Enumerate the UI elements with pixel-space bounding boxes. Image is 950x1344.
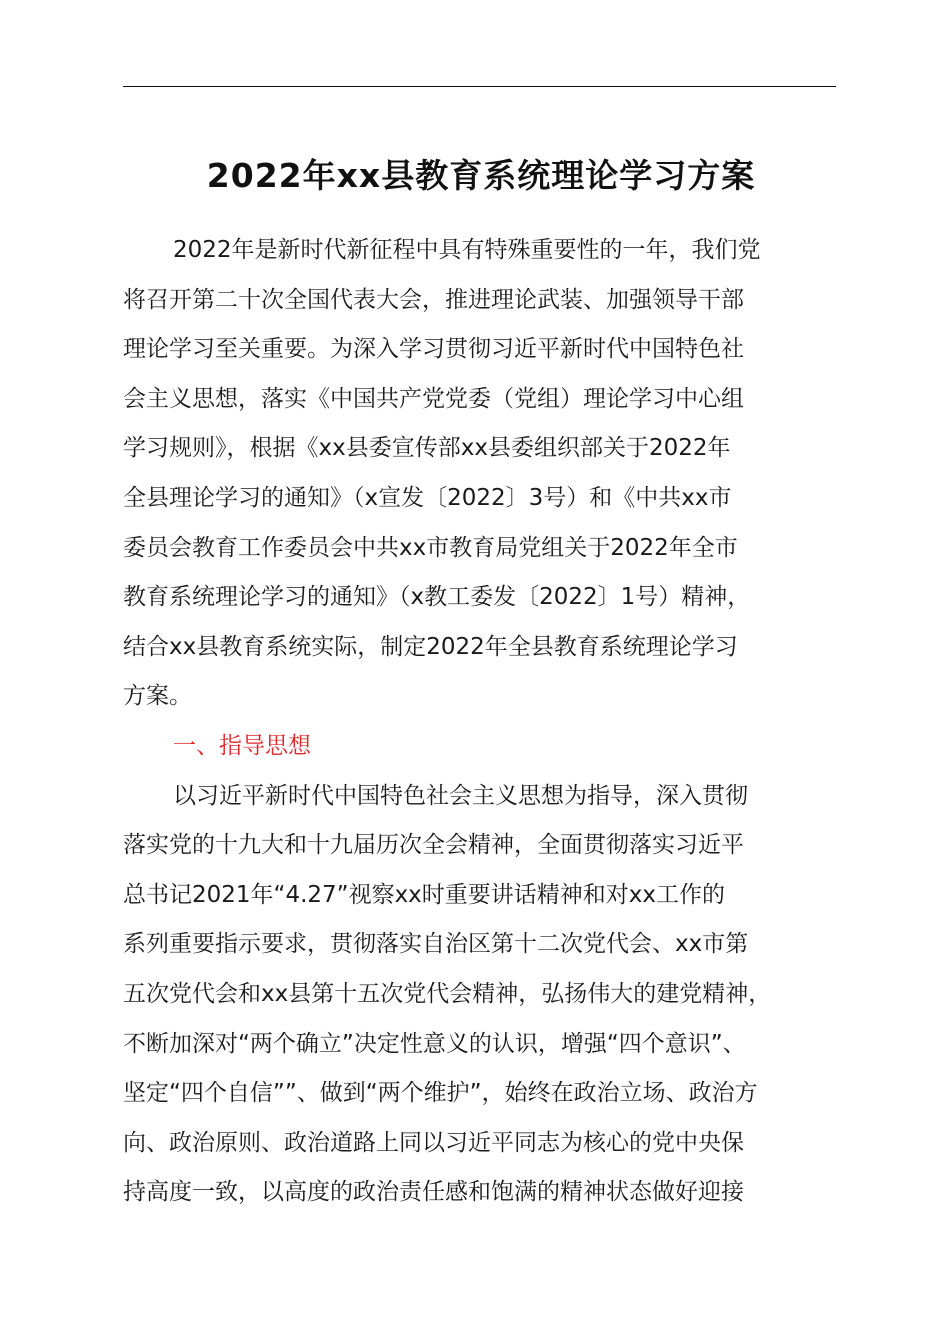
section-heading-guiding-ideology: 一、指导思想 xyxy=(173,732,311,759)
text-line: 会主义思想，落实《中国共产党党委（党组）理论学习中心组 xyxy=(123,385,744,412)
text-line: 落实党的十九大和十九届历次全会精神，全面贯彻落实习近平 xyxy=(123,832,744,859)
text-line: 系列重要指示要求，贯彻落实自治区第十二次党代会、xx市第 xyxy=(123,931,749,958)
guiding-ideology-paragraph xyxy=(123,772,863,1218)
intro-paragraph xyxy=(123,226,863,722)
text-line: 2022年是新时代新征程中具有特殊重要性的一年，我们党 xyxy=(173,237,761,263)
text-line: 结合xx县教育系统实际，制定2022年全县教育系统理论学习 xyxy=(123,633,738,660)
text-line: 理论学习至关重要。为深入学习贯彻习近平新时代中国特色社 xyxy=(123,336,744,363)
document-title: 2022年xx县教育系统理论学习方案 xyxy=(206,156,756,195)
text-line: 向、政治原则、政治道路上同以习近平同志为核心的党中央保 xyxy=(123,1129,744,1156)
text-line: 持高度一致，以高度的政治责任感和饱满的精神状态做好迎接 xyxy=(123,1179,744,1206)
text-line: 委员会教育工作委员会中共xx市教育局党组关于2022年全市 xyxy=(123,534,738,561)
text-line: 总书记2021年“4.27”视察xx时重要讲话精神和对xx工作的 xyxy=(123,881,726,908)
text-line: 坚定“四个自信””、做到“两个维护”，始终在政治立场、政治方 xyxy=(123,1080,758,1107)
text-line: 方案。 xyxy=(123,683,192,710)
text-line: 全县理论学习的通知》（x宣发〔2022〕3号）和《中共xx市 xyxy=(123,484,732,511)
text-line: 五次党代会和xx县第十五次党代会精神，弘扬伟大的建党精神， xyxy=(123,980,772,1007)
text-line: 将召开第二十次全国代表大会，推进理论武装、加强领导干部 xyxy=(123,286,744,313)
text-line: 教育系统理论学习的通知》（x教工委发〔2022〕1号）精神， xyxy=(123,584,751,611)
text-line: 以习近平新时代中国特色社会主义思想为指导，深入贯彻 xyxy=(173,782,748,809)
header-rule xyxy=(123,86,836,87)
text-line: 学习规则》，根据《xx县委宣传部xx县委组织部关于2022年 xyxy=(123,435,731,462)
document-body xyxy=(123,226,863,1218)
text-line: 不断加深对“两个确立”决定性意义的认识，增强“四个意识”、 xyxy=(123,1030,746,1057)
